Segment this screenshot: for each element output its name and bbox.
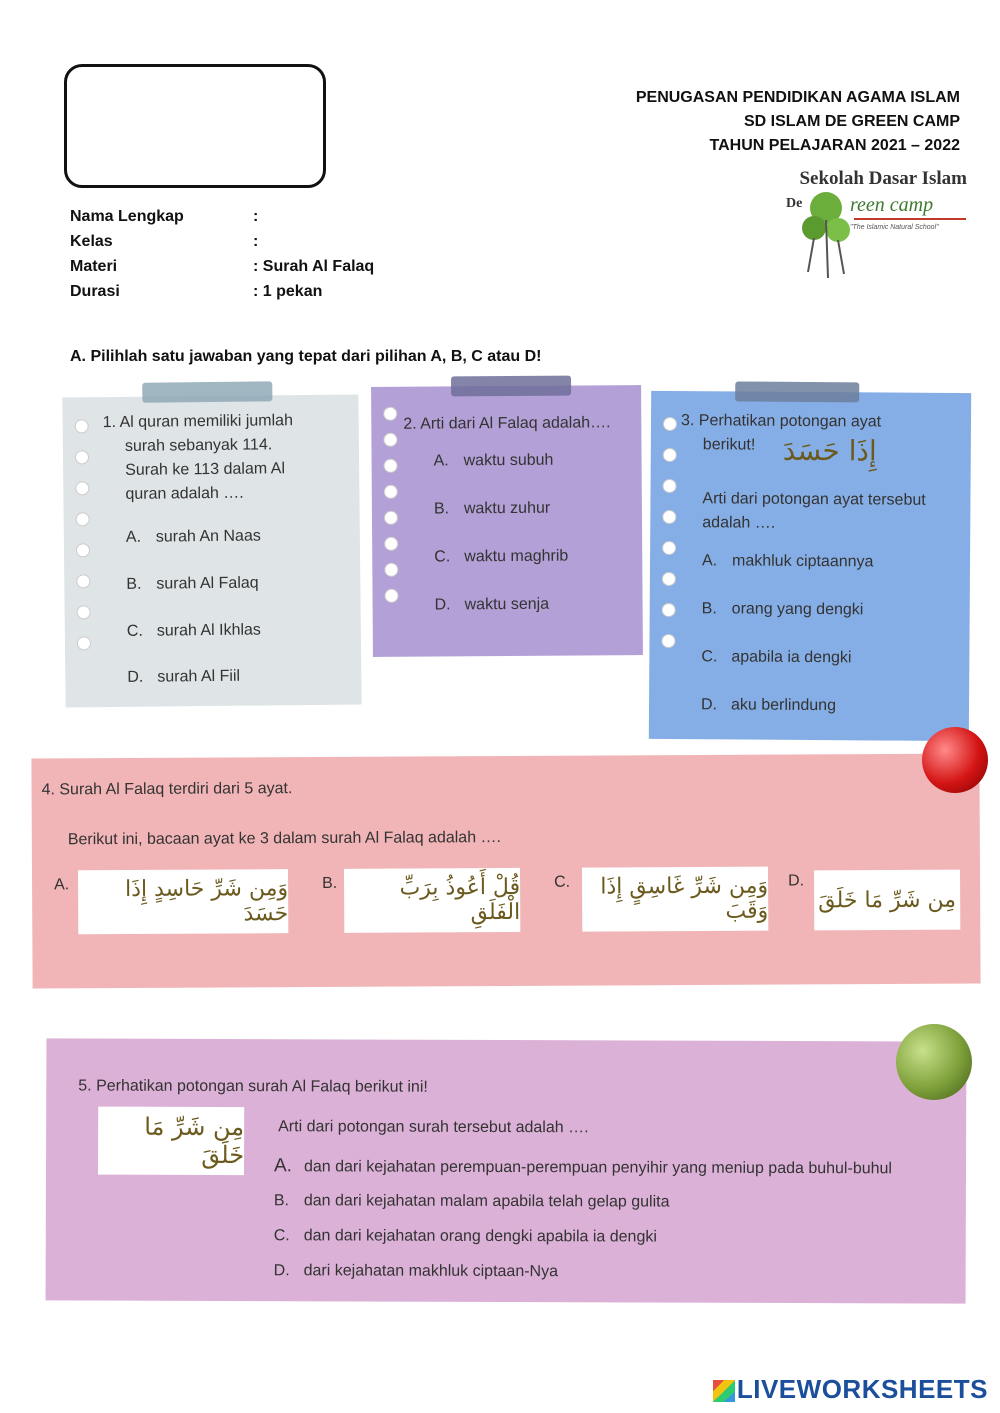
q4-option-c-label[interactable]: C. (554, 873, 571, 891)
tape (451, 376, 571, 397)
liveworksheets-brand[interactable] (713, 1374, 988, 1405)
q4-option-d-label[interactable]: D. (788, 872, 805, 890)
question-3-prompt (702, 487, 950, 537)
q2-option-a[interactable]: A. waktu subuh (433, 451, 554, 470)
question-5-text: 5. Perhatikan potongan surah Al Falaq berikut ini! (78, 1077, 428, 1096)
question-4-text: 4. Surah Al Falaq terdiri dari 5 ayat. (41, 780, 293, 799)
q1-option-c[interactable]: C. surah Al Ikhlas (126, 621, 261, 640)
name-value[interactable]: : (253, 208, 259, 225)
duration-value: : 1 pekan (253, 283, 323, 300)
q3-option-b[interactable]: B. orang yang dengki (701, 600, 864, 619)
question-2-card (371, 385, 643, 657)
material-value: : Surah Al Falaq (253, 258, 375, 275)
logo-name: reen camp (850, 194, 934, 216)
class-value[interactable]: : (253, 233, 259, 250)
q3-arabic-verse: إِذَا حَسَدَ (782, 433, 877, 468)
logo-tagline: "The Islamic Natural School" (850, 224, 939, 231)
tape (735, 381, 859, 402)
q1-line-1: 1. Al quran memiliki jumlah (102, 412, 294, 432)
question-5-card (46, 1038, 967, 1303)
q4-option-d[interactable]: مِن شَرِّ مَا خَلَقَ (814, 870, 960, 931)
name-box[interactable] (64, 64, 326, 188)
q3-option-a[interactable]: A. makhluk ciptaannya (701, 552, 874, 571)
school-logo (782, 168, 967, 283)
q4-option-b[interactable]: قُلْ أَعُوذُ بِرَبِّ الْفَلَقِ (344, 868, 520, 933)
question-2-text: 2. Arti dari Al Falaq adalah…. (403, 414, 611, 433)
q2-option-c[interactable]: C. waktu maghrib (434, 547, 569, 566)
logo-title: Sekolah Dasar Islam (799, 168, 967, 189)
question-5-prompt: Arti dari potongan surah tersebut adalah …. (278, 1118, 589, 1137)
q3-line-3: Arti dari potongan ayat tersebut (702, 490, 926, 509)
q5-option-d[interactable]: D. dari kejahatan makhluk ciptaan-Nya (273, 1262, 559, 1281)
header-line-2: SD ISLAM DE GREEN CAMP (743, 113, 960, 130)
q5-option-b[interactable]: B. dan dari kejahatan malam apabila telah gelap gulita (273, 1192, 670, 1211)
q3-line-4: adalah …. (702, 514, 776, 532)
question-4-card (31, 754, 980, 989)
q4-option-a[interactable]: وَمِن شَرِّ حَاسِدٍ إِذَا حَسَدَ (78, 869, 288, 934)
q3-line-1: 3. Perhatikan potongan ayat (680, 412, 882, 431)
brand-text: LIVEWORKSHEETS (736, 1374, 988, 1404)
q3-option-d[interactable]: D. aku berlindung (700, 696, 837, 715)
q1-option-d[interactable]: D. surah Al Fiil (127, 667, 241, 686)
q5-arabic-verse: مِن شَرِّ مَا خَلَقَ (98, 1107, 244, 1176)
q1-line-2: surah sebanyak 114. (124, 436, 273, 455)
q2-option-b[interactable]: B. waktu zuhur (433, 499, 551, 518)
q5-option-c[interactable]: C. dan dari kejahatan orang dengki apabila ia dengki (273, 1227, 657, 1246)
tree-icon (800, 190, 856, 280)
red-pushpin-icon (922, 727, 988, 793)
q5-option-a[interactable]: A. dan dari kejahatan perempuan-perempuan penyihir yang meniup pada buhul-buhul (273, 1155, 893, 1178)
q1-option-b[interactable]: B. surah Al Falaq (126, 574, 259, 593)
duration-label: Durasi (70, 283, 120, 300)
green-pushpin-icon (896, 1024, 972, 1100)
liveworksheets-logo-icon (713, 1380, 735, 1402)
q4-option-b-label[interactable]: B. (322, 874, 338, 892)
header-line-3: TAHUN PELAJARAN 2021 – 2022 (709, 137, 960, 154)
q2-option-d[interactable]: D. waktu senja (434, 595, 550, 614)
worksheet-header (636, 86, 960, 158)
section-a-title: A. Pilihlah satu jawaban yang tepat dari pilihan A, B, C atau D! (70, 348, 542, 365)
logo-de: De (786, 196, 803, 211)
class-label: Kelas (70, 233, 113, 250)
q4-option-a-label[interactable]: A. (54, 876, 70, 894)
q4-option-c[interactable]: وَمِن شَرِّ غَاسِقٍ إِذَا وَقَبَ (582, 867, 768, 932)
card-holes (75, 419, 91, 650)
tape (142, 381, 272, 402)
question-1-card (62, 394, 361, 707)
card-holes (661, 417, 677, 648)
material-label: Materi (70, 258, 118, 275)
q3-option-c[interactable]: C. apabila ia dengki (701, 648, 852, 667)
question-4-prompt: Berikut ini, bacaan ayat ke 3 dalam surah Al Falaq adalah …. (67, 829, 502, 849)
logo-underline (854, 218, 966, 220)
name-label: Nama Lengkap (70, 208, 184, 225)
q1-line-4: quran adalah …. (125, 484, 244, 503)
question-1-text (103, 409, 330, 507)
student-info (70, 204, 374, 304)
q3-line-2: berikut! (702, 436, 756, 454)
header-line-1: PENUGASAN PENDIDIKAN AGAMA ISLAM (635, 89, 960, 106)
question-3-card (649, 391, 971, 741)
q1-option-a[interactable]: A. surah An Naas (125, 527, 261, 546)
card-holes (383, 407, 398, 603)
q1-line-3: Surah ke 113 dalam Al (125, 460, 286, 479)
